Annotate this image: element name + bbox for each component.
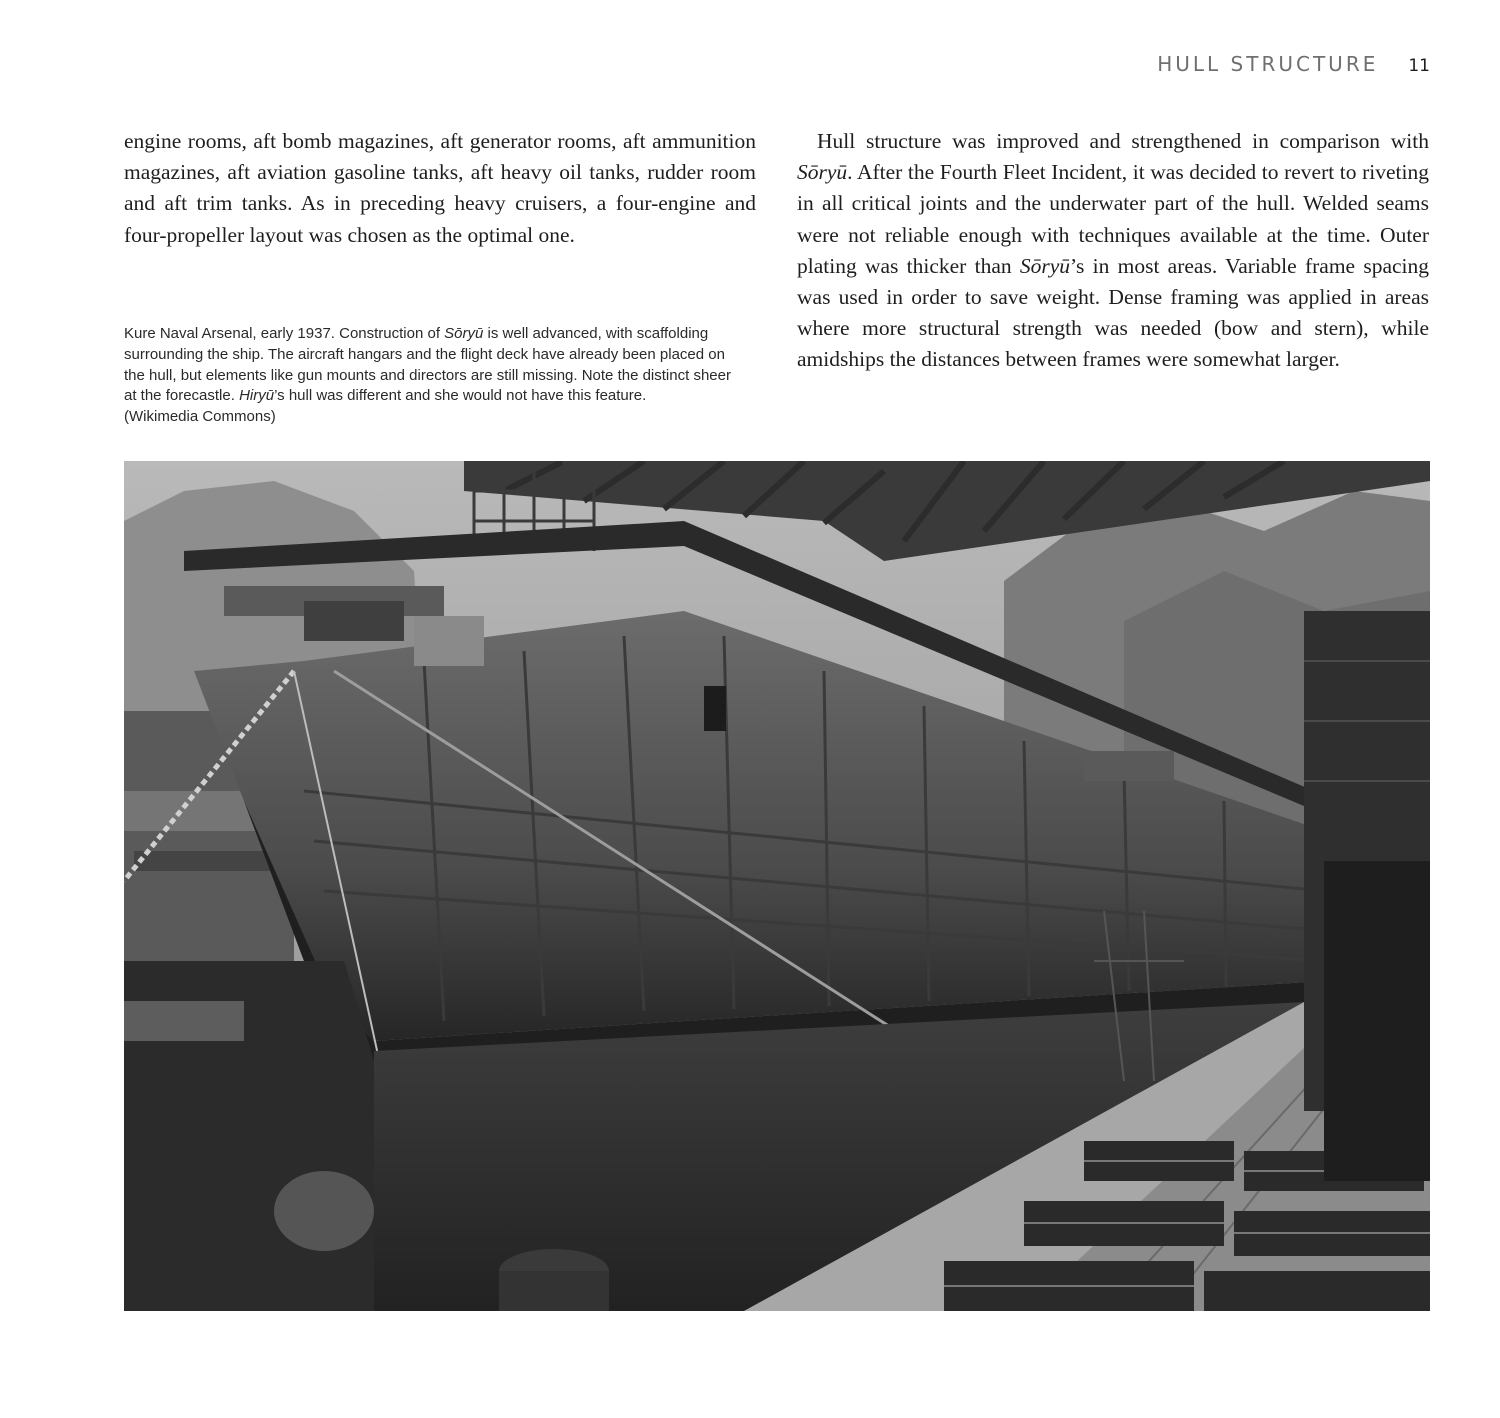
shipyard-photo bbox=[124, 461, 1430, 1311]
text-run: Hull structure was improved and strengthened in comparison with bbox=[817, 129, 1429, 153]
left-paragraph: engine rooms, aft bomb magazines, aft generator rooms, aft ammunition magazines, aft aviation gasoline tanks, aft heavy oil tanks, rudder room and aft trim tanks. As in preceding heavy cruisers, a four-engine and four-propeller layout was chosen as the optimal one. bbox=[124, 129, 756, 247]
caption-text bbox=[124, 324, 744, 407]
running-header bbox=[1157, 52, 1430, 76]
caption-credit: (Wikimedia Commons) bbox=[124, 408, 276, 426]
text-run: Kure Naval Arsenal, early 1937. Construction of bbox=[124, 325, 445, 342]
photo-illustration bbox=[124, 461, 1430, 1311]
right-column bbox=[797, 126, 1429, 376]
text-run: ’s hull was different and she would not have this feature. bbox=[274, 387, 647, 405]
section-title: HULL STRUCTURE bbox=[1157, 52, 1379, 76]
ship-name: Sōryū bbox=[444, 325, 484, 342]
ship-name: Sōryū bbox=[797, 160, 848, 185]
ship-name: Sōryū bbox=[1019, 253, 1071, 278]
right-paragraph bbox=[797, 126, 1429, 376]
text-run: is well advanced, with scaffolding surrounding the ship. The aircraft hangars and the flight deck have already been placed on the hull, but elements like gun mounts and directors are still missing. Note the distinct sheer at the forecastle. bbox=[124, 325, 731, 405]
text-run: . After the Fourth Fleet Incident, it was decided to revert to riveting in all critical joints and the underwater part of the hull. Welded seams were not reliable enough with techniques available at the time. Outer plating was thicker than bbox=[797, 160, 1429, 278]
photo-caption bbox=[124, 324, 744, 428]
ship-name: Hiryū bbox=[239, 387, 275, 405]
text-run: ’s in most areas. Variable frame spacing was used in order to save weight. Dense framing was applied in areas where more structural strength was needed (bow and stern), while amidships the distances between frames were somewhat larger. bbox=[797, 253, 1430, 372]
left-column bbox=[124, 126, 756, 251]
page-number: 11 bbox=[1408, 56, 1430, 76]
